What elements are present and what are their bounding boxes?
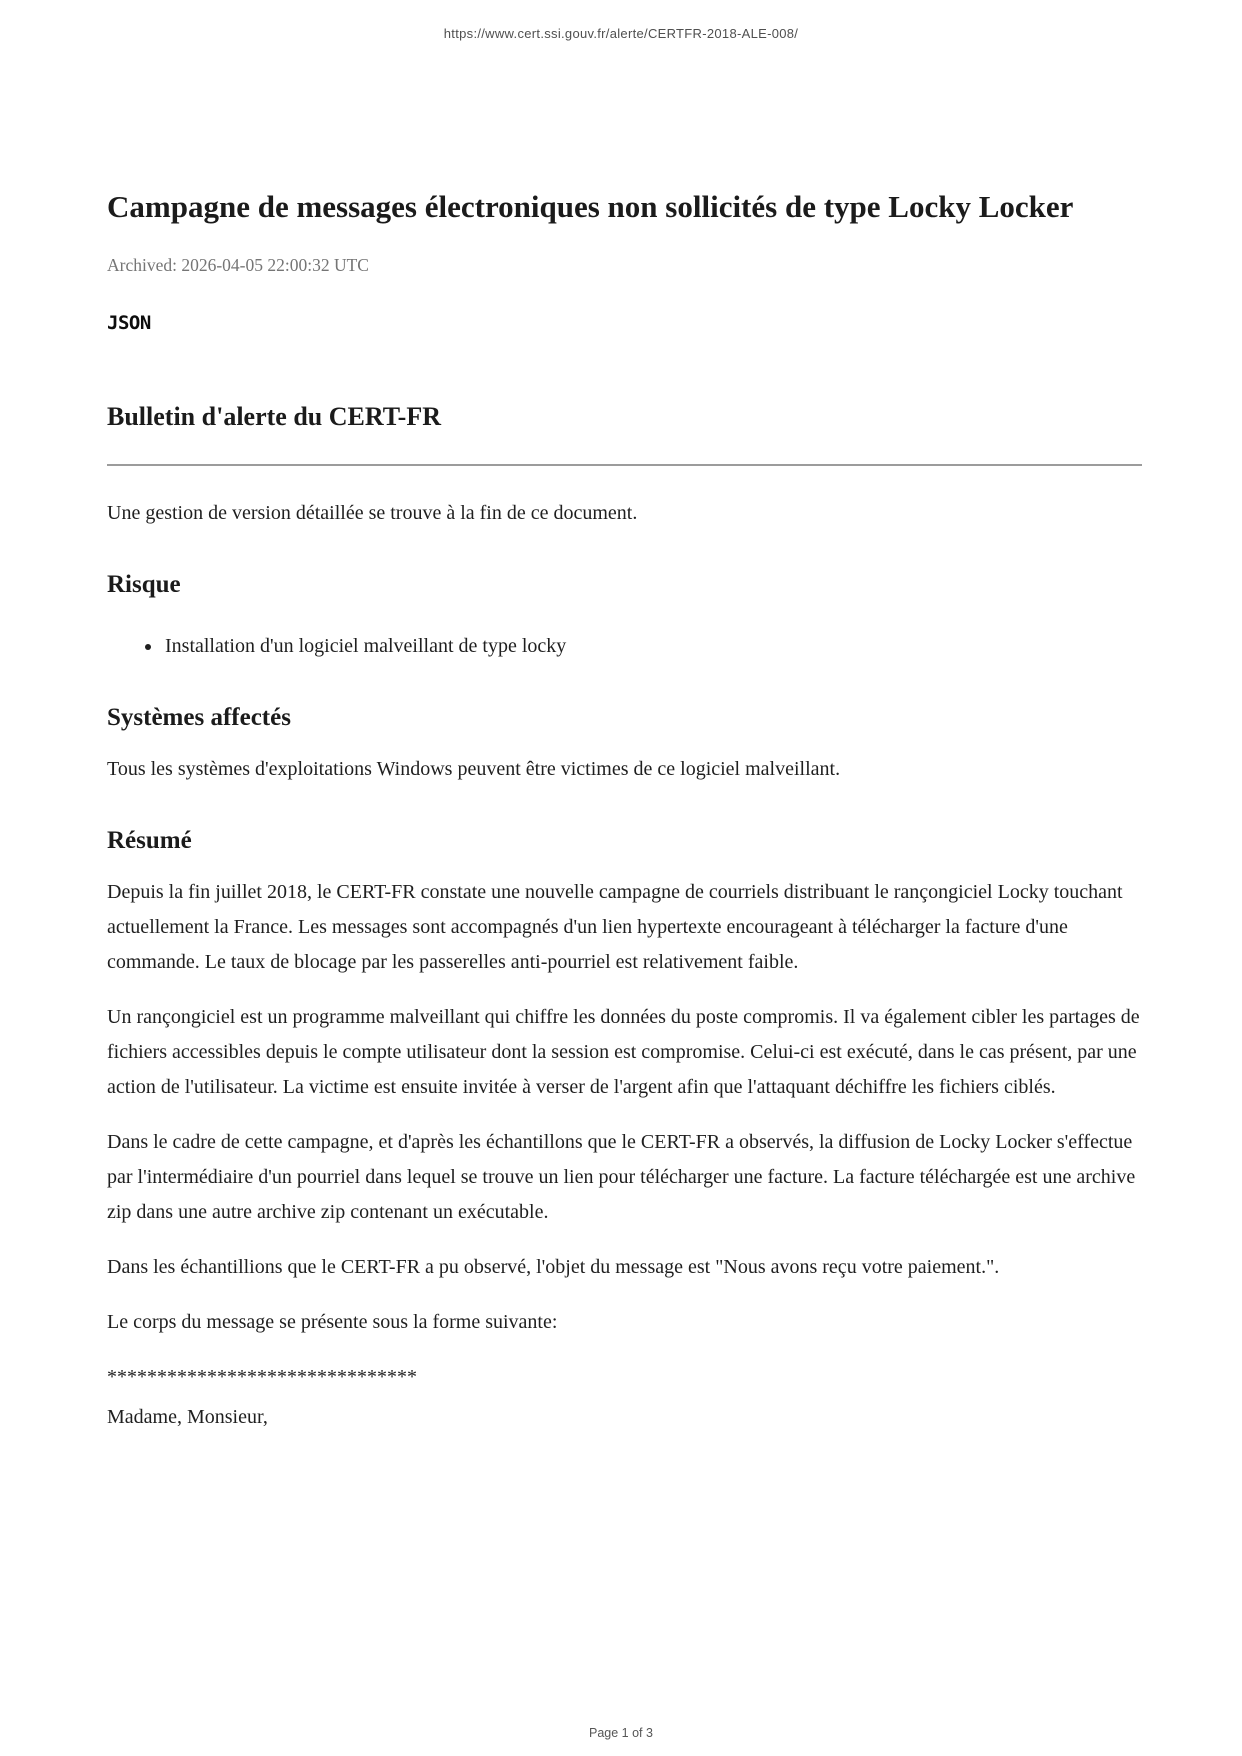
risk-list [107,629,1142,664]
document-body [107,181,1142,1435]
browser-url: https://www.cert.ssi.gouv.fr/alerte/CERTFR-2018-ALE-008/ [443,26,799,41]
resume-paragraph-objet-message: Dans les échantillions que le CERT-FR a pu observé, l'objet du message est "Nous avons reçu votre paiement.". [107,1256,1000,1278]
section-heading-resume: Résumé [107,827,192,854]
page-number-indicator: Page 1 of 3 [589,1726,653,1740]
bulletin-heading: Bulletin d'alerte du CERT-FR [107,402,441,431]
risk-list-item: • Installation d'un logiciel malveillant de type locky [163,629,1142,664]
resume-paragraph-campagne: Depuis la fin juillet 2018, le CERT-FR constate une nouvelle campagne de courriels distribuant le rançongiciel Locky touchant actuellement la France. Les messages sont accompagnés d'un lien hypertexte encourageant à télécharger la facture d'une commande. Le taux de blocage par les passerelles anti-pourriel est relativement faible. [107,881,1123,973]
archived-timestamp: Archived: 2026-04-05 22:00:32 UTC [107,255,369,275]
message-asterisks-line: ******************************* [107,1366,417,1388]
section-heading-systemes-affectes: Systèmes affectés [107,704,291,731]
page-title: Campagne de messages électroniques non sollicités de type Locky Locker [107,189,1074,224]
message-salutation: Madame, Monsieur, [107,1406,268,1428]
resume-paragraph-rancongiciel: Un rançongiciel est un programme malveillant qui chiffre les données du poste compromis. Il va également cibler les partages de fichiers accessibles depuis le compte utilisateur dont la session est compromise. Celui-ci est exécuté, dans le cas présent, par une action de l'utilisateur. La victime est ensuite invitée à verser de l'argent afin que l'attaquant déchiffre les fichiers ciblés. [107,1006,1140,1098]
resume-paragraph-corps-message: Le corps du message se présente sous la forme suivante: [107,1311,558,1333]
json-link[interactable]: JSON [107,312,151,334]
divider [107,464,1142,466]
intro-paragraph: Une gestion de version détaillée se trouve à la fin de ce document. [107,502,638,524]
section-heading-risque: Risque [107,571,181,598]
systemes-affectes-paragraph: Tous les systèmes d'exploitations Windows peuvent être victimes de ce logiciel malveillant. [107,758,841,780]
resume-paragraph-diffusion: Dans le cadre de cette campagne, et d'après les échantillons que le CERT-FR a observés, la diffusion de Locky Locker s'effectue par l'intermédiaire d'un pourriel dans lequel se trouve un lien pour télécharger une facture. La facture téléchargée est une archive zip dans une autre archive zip contenant un exécutable. [107,1131,1136,1223]
